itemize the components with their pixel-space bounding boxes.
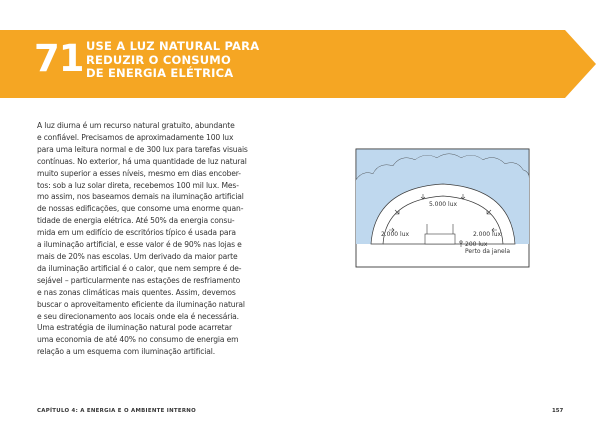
body-paragraph (37, 120, 277, 358)
lux-label-top: 5.000 lux (428, 201, 458, 208)
lux-label-window-text: Perto da janela (465, 248, 511, 255)
body-line: e confiável. Precisamos de aproximadamente 100 lux (37, 132, 234, 142)
chapter-footer: CAPÍTULO 4: A ENERGIA E O AMBIENTE INTERNO (37, 408, 196, 414)
body-line: sejável – particularmente nas estações de resfriamento (37, 275, 241, 285)
body-line: muito superior a esses níveis, mesmo em dias encober- (37, 168, 241, 178)
body-line: e nas zonas climáticas mais quentes. Assim, devemos (37, 287, 236, 297)
body-line: mida em um edifício de escritórios típico é usada para (37, 228, 236, 238)
desk (425, 234, 455, 244)
tip-number: 71 (34, 37, 84, 80)
body-line: e seu direcionamento aos locais onde ela é necessária. (37, 311, 239, 321)
lux-label-right: 2.000 lux (472, 231, 502, 238)
title-line: REDUZIR O CONSUMO (86, 52, 231, 67)
body-line: uma economia de até 40% no consumo de energia em (37, 335, 239, 345)
body-line: relação a um esquema com iluminação artificial. (37, 347, 215, 357)
body-line: A luz diurna é um recurso natural gratuito, abundante (37, 121, 235, 130)
body-line: mo assim, nos baseamos demais na iluminação artificial (37, 192, 244, 202)
body-line: de nossas edificações, que consome uma enorme quan- (37, 204, 244, 214)
lux-label-window: 200 lux (465, 241, 488, 248)
body-line: mais de 20% nas escolas. Um derivado da maior parte (37, 251, 238, 261)
body-line: buscar o aproveitamento eficiente da iluminação natural (37, 299, 245, 309)
title-line: DE ENERGIA ELÉTRICA (86, 66, 234, 81)
daylight-illustration (355, 148, 530, 272)
body-line: para uma leitura normal e de 300 lux para tarefas visuais (37, 144, 248, 154)
daylight-diagram (355, 148, 530, 268)
title-line: USE A LUZ NATURAL PARA (86, 39, 260, 53)
body-line: tos: sob a luz solar direta, recebemos 100 mil lux. Mes- (37, 180, 239, 190)
body-line: da iluminação artificial é o calor, que nem sempre é de- (37, 263, 242, 273)
tip-title (86, 40, 259, 81)
body-line: a iluminação artificial, e esse valor é de 90% nas lojas e (37, 240, 242, 250)
body-line: contínuas. No exterior, há uma quantidade de luz natural (37, 156, 247, 166)
page-number: 157 (552, 408, 564, 414)
body-line: Uma estratégia de iluminação natural pode acarretar (37, 323, 232, 333)
lux-label-left: 2.000 lux (380, 231, 410, 238)
body-line: tidade de energia elétrica. Até 50% da energia consu- (37, 216, 235, 226)
